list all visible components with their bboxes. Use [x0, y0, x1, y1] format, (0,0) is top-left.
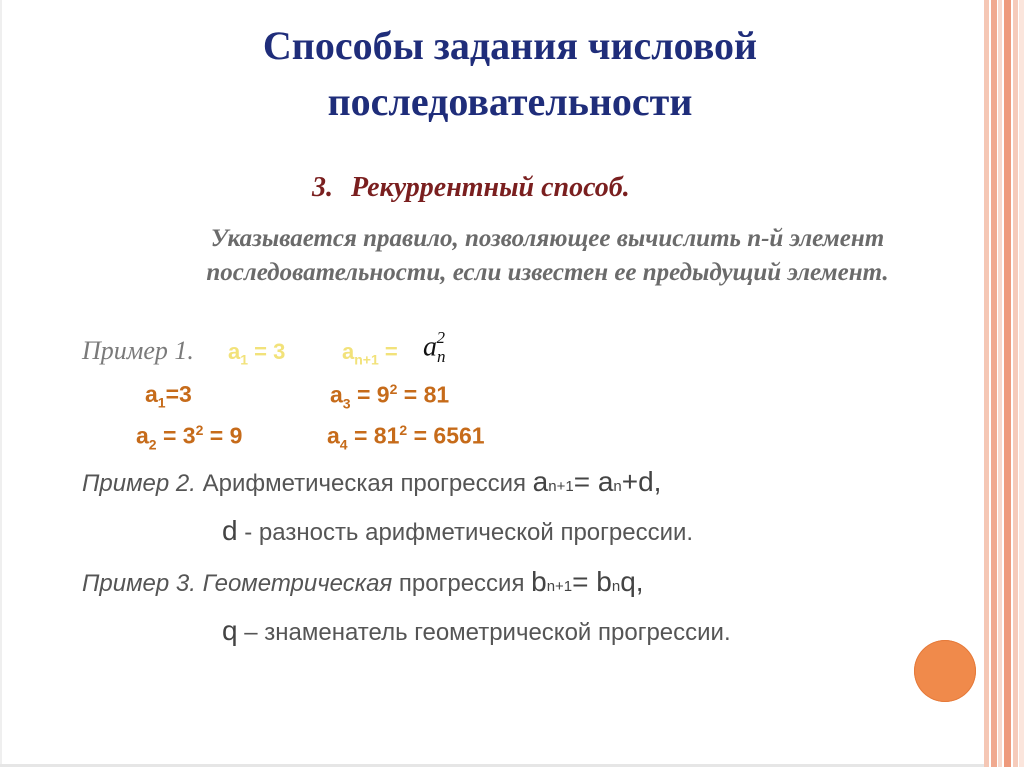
example3-label: Пример 3. Геометрическая: [82, 570, 393, 597]
example1-calc-a4: $a_4 = 81^2 = 6561$: [327, 422, 485, 453]
stripe: [1019, 0, 1024, 767]
method-description: Указывается правило, позволяющее вычислить n-й элемент последовательности, если известен ее предыдущий элемент.: [206, 225, 889, 286]
example1-initial-term: $a_1 = 3$: [228, 339, 286, 368]
example3-definition: [222, 615, 731, 647]
example1-calc-a3: $a_3 = 9^2 = 81$: [330, 381, 450, 412]
decorative-stripes: [984, 0, 1024, 767]
section-heading-text: Рекуррентный способ.: [351, 172, 630, 203]
stripe: [1013, 0, 1018, 767]
slide-frame-left: [0, 0, 2, 767]
stripe: [991, 0, 997, 767]
example2-formula: an+1= an+d,: [532, 466, 662, 497]
example1-recurrence-formula: $a_n^2$: [423, 328, 446, 366]
example2-def-symbol: d: [222, 515, 238, 546]
example3-line: [82, 566, 644, 598]
section-number: 3.: [312, 172, 333, 203]
example2-label: Пример 2.: [82, 470, 196, 497]
example1-calc-a1: $a_1=3$: [145, 381, 192, 411]
example3-formula: bn+1= bnq,: [531, 566, 644, 597]
example1-calc-a2: $a_2 = 3^2 = 9$: [136, 422, 243, 453]
slide-title: Способы задания числовой последовательности: [262, 23, 758, 124]
decorative-circle: [914, 640, 976, 702]
example3-def-text: – знаменатель геометрической прогрессии.: [237, 619, 731, 646]
stripe: [984, 0, 989, 767]
section-heading: [312, 172, 630, 204]
example2-def-text: - разность арифметической прогрессии.: [237, 519, 694, 546]
example3-def-symbol: q: [222, 615, 238, 646]
example2-text: Арифметическая прогрессия: [195, 470, 533, 497]
example2-definition: [222, 515, 693, 547]
example2-line: [82, 466, 661, 498]
stripe: [1004, 0, 1011, 767]
stripe: [998, 0, 1002, 767]
example1-label: Пример 1.: [82, 336, 194, 365]
example3-text: прогрессия: [392, 570, 532, 597]
example1-recurrence-left: $a_{n+1}$ =: [342, 339, 398, 368]
